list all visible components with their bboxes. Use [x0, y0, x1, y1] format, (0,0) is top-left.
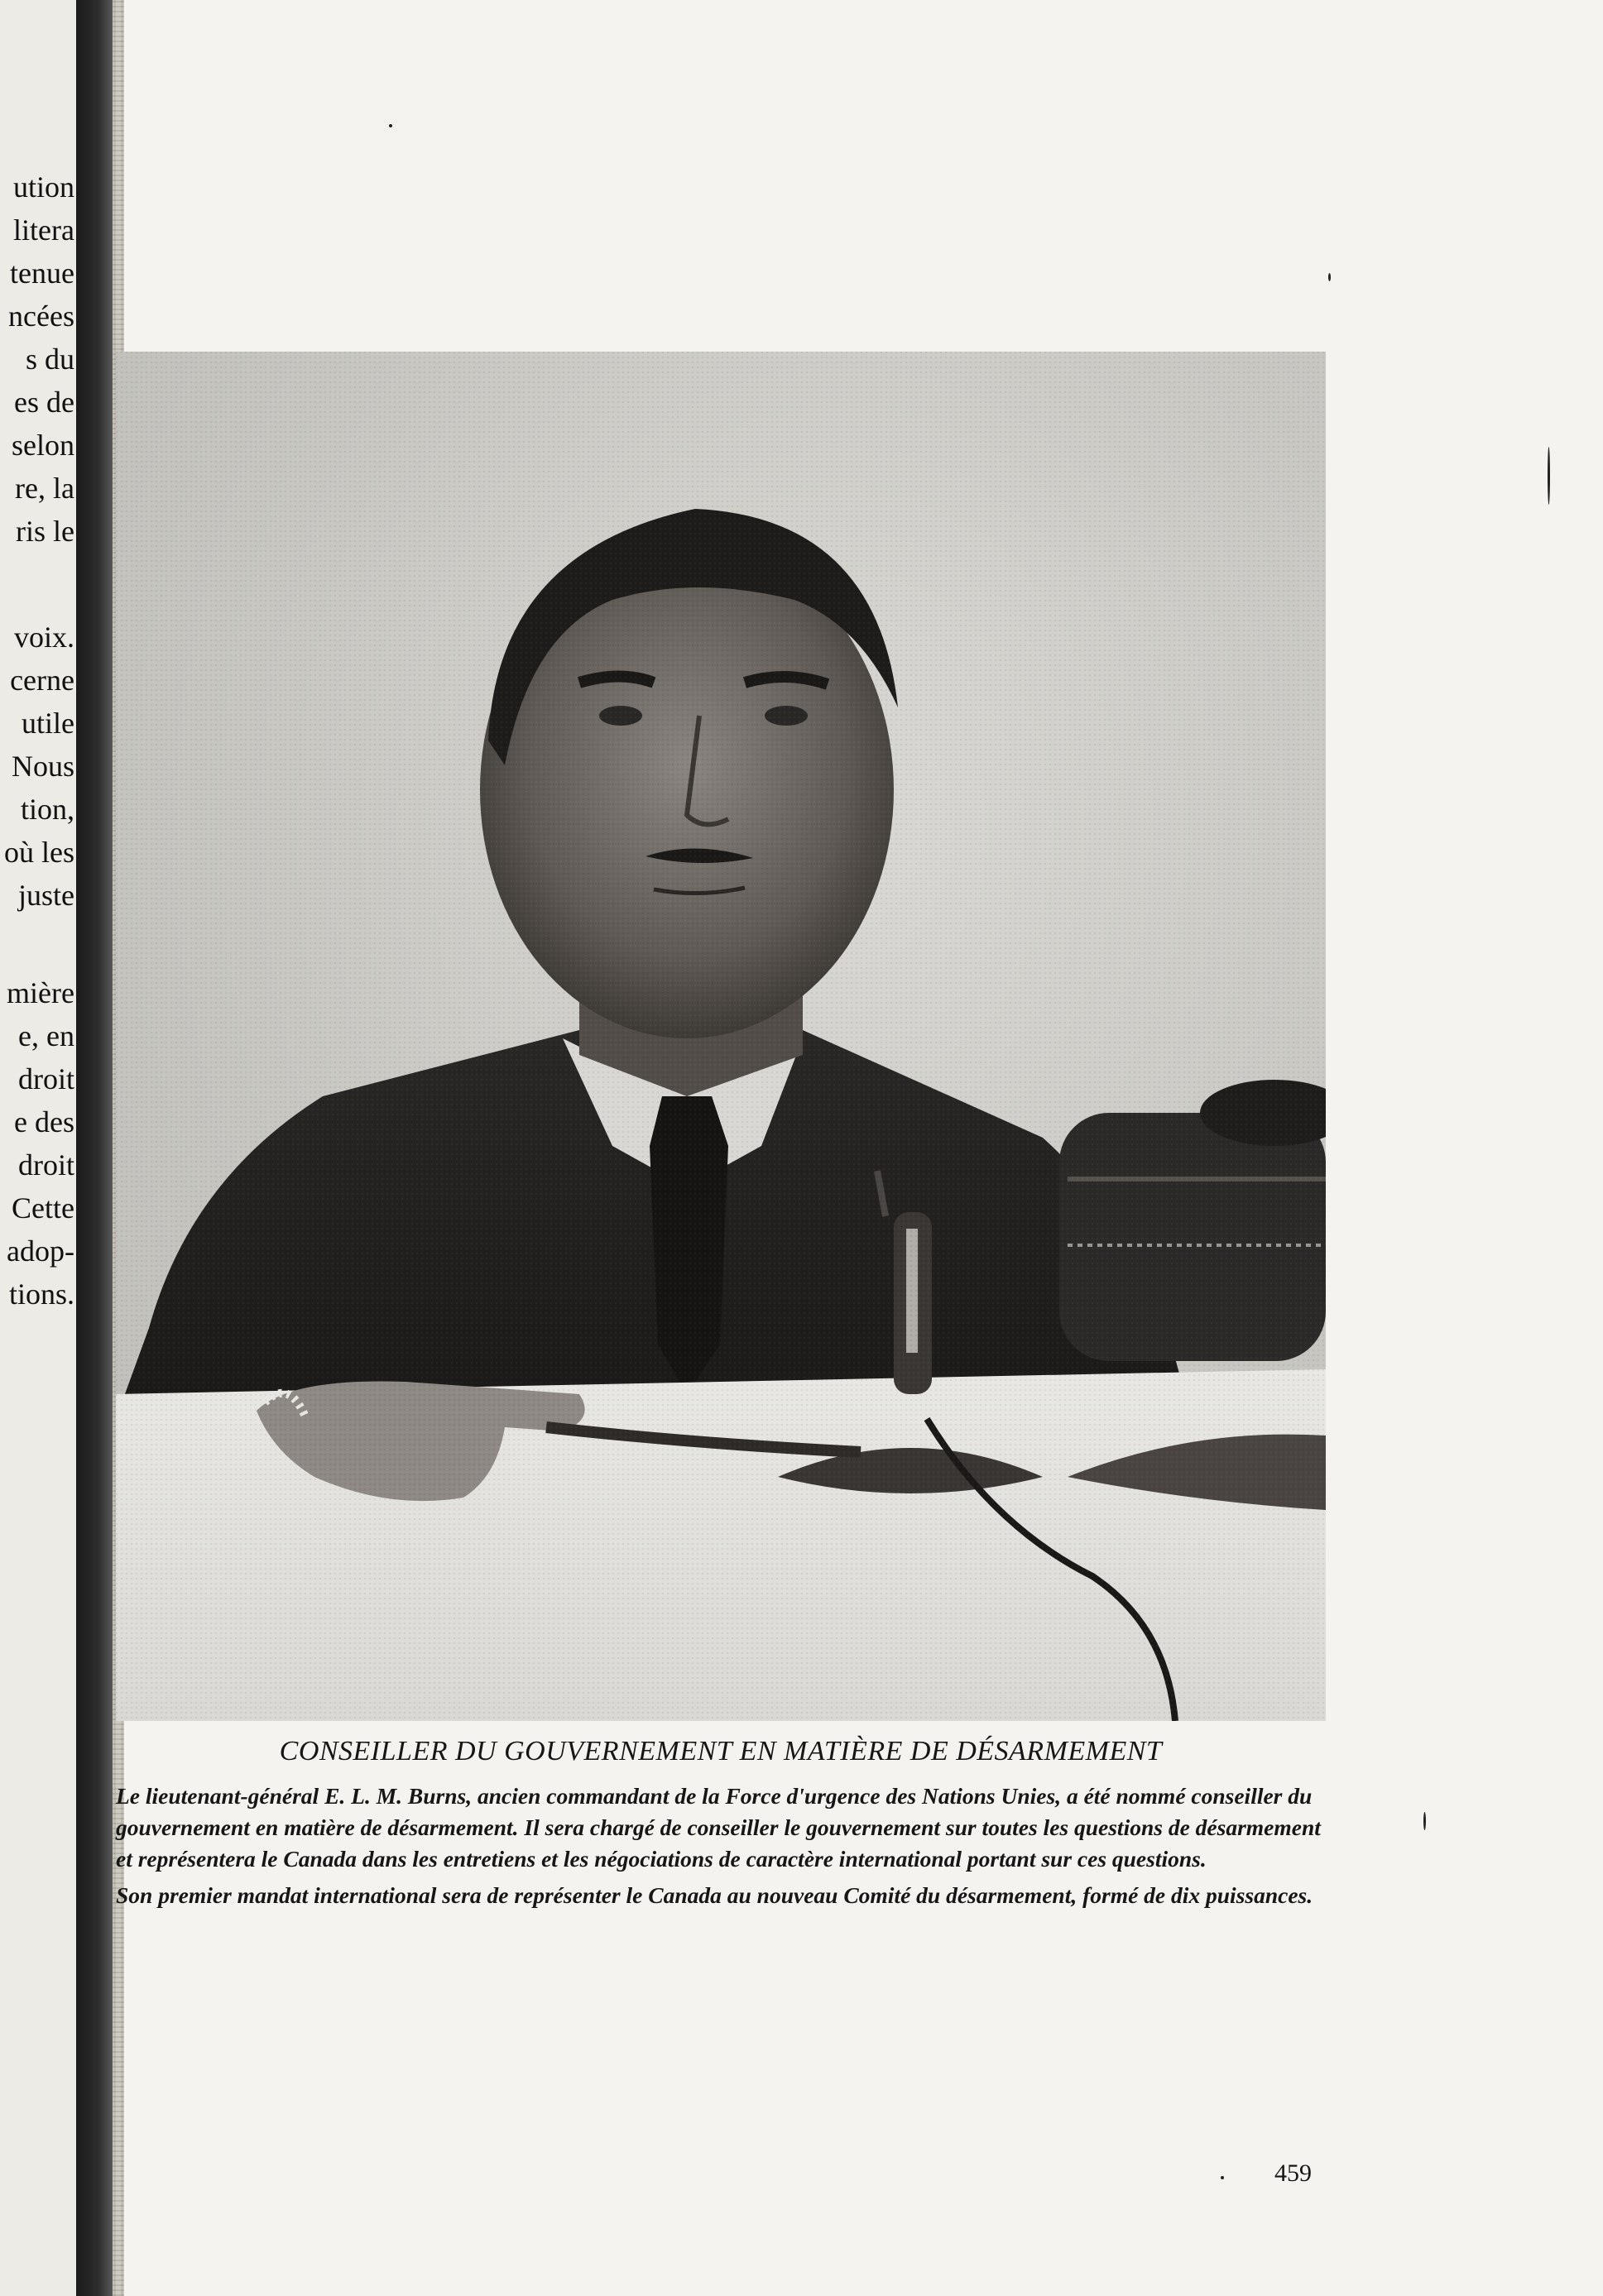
- facing-line: selon: [12, 429, 74, 462]
- facing-line: e, en: [18, 1019, 74, 1052]
- scan-speck: [1548, 447, 1550, 505]
- facing-line: ution: [12, 170, 74, 204]
- portrait-illustration: [116, 352, 1326, 1721]
- facing-line: Nous: [11, 750, 74, 783]
- facing-line: tion,: [20, 793, 74, 826]
- facing-line: droit: [18, 1062, 74, 1095]
- facing-line: où les: [4, 836, 74, 869]
- scan-speck: [389, 124, 392, 127]
- facing-line: voix.: [13, 621, 74, 654]
- facing-line: adop-: [7, 1234, 74, 1268]
- facing-line: re, la: [15, 472, 74, 505]
- facing-line: s du: [25, 343, 74, 376]
- facing-line: droit: [18, 1148, 74, 1182]
- facing-line: ncées: [8, 300, 74, 333]
- page-number: 459: [1274, 2159, 1312, 2187]
- caption-paragraph: Le lieutenant-général E. L. M. Burns, ancien commandant de la Force d'urgence des Nations Unies, a été nommé conseiller du gouvernement en matière de désarmement. Il sera chargé de conseiller le gouvernement sur toutes les questions de désarmement et représentera le Canada dans les entretiens et les négociations de caractère international portant sur ces questions.: [116, 1783, 1321, 1872]
- facing-line: utile: [22, 707, 74, 740]
- caption-title: CONSEILLER DU GOUVERNEMENT EN MATIÈRE DE DÉSARMEMENT: [279, 1736, 1163, 1766]
- facing-line: cerne: [10, 664, 74, 697]
- scan-speck: [1328, 273, 1331, 281]
- facing-line: juste: [18, 879, 74, 912]
- facing-page-fragment: [0, 0, 76, 2296]
- facing-line: tions.: [8, 1277, 74, 1311]
- facing-line: e des: [14, 1105, 74, 1138]
- scan-speck: [1423, 1812, 1426, 1830]
- scan-speck: [1221, 2176, 1224, 2179]
- caption-paragraph: Son premier mandat international sera de représenter le Canada au nouveau Comité du désarmement, formé de dix puissances.: [116, 1882, 1313, 1908]
- facing-line: tenue: [10, 256, 74, 290]
- facing-line: es de: [14, 386, 74, 419]
- caption-body: [116, 1781, 1326, 1911]
- binding-shadow: [76, 0, 113, 2296]
- portrait-photograph: [116, 352, 1326, 1721]
- facing-line: mière: [7, 976, 74, 1009]
- facing-line: litera: [13, 213, 74, 247]
- facing-line: Cette: [12, 1191, 74, 1225]
- facing-line: ris le: [16, 515, 74, 548]
